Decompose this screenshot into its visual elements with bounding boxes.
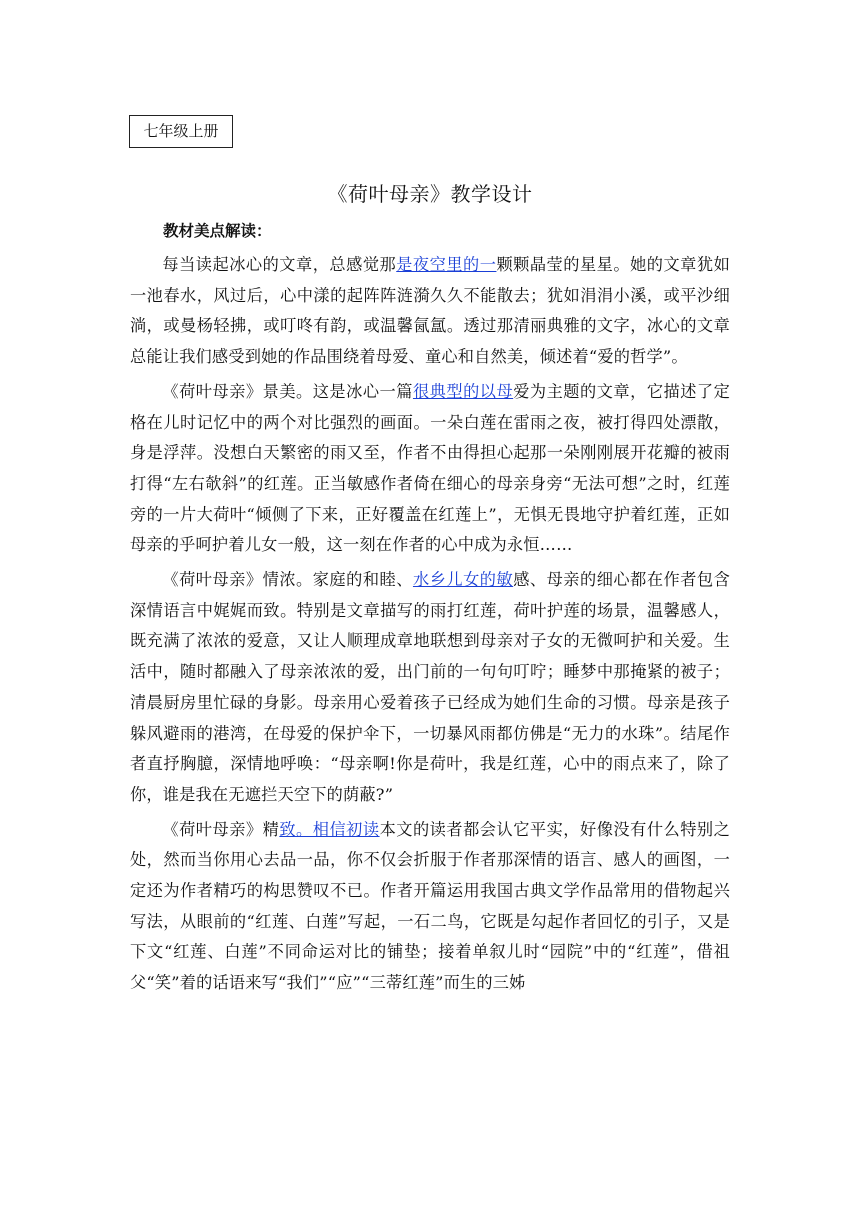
- paragraph-text: 《荷叶母亲》景美。这是冰心一篇: [162, 381, 413, 401]
- paragraph-text: 《荷叶母亲》精: [162, 819, 280, 839]
- hyperlink[interactable]: 是夜空里的一: [396, 255, 497, 274]
- hyperlink[interactable]: 很典型的以母: [412, 381, 514, 401]
- paragraph-text: 爱为主题的文章，它描述了定格在儿时记忆中的两个对比强烈的画面。一朵白莲在雷雨之夜，被打得四处漂散，身是浮萍。没想白天繁密的雨又至，作者不由得担心起那一朵刚刚展开花瓣的被雨打得“左右欹斜”的红莲。正当敏感作者倚在细心的母亲身旁“无法可想”之时，红莲旁的一片大荷叶“倾侧了下来，正好覆盖在红莲上”，无惧无畏地守护着红莲，正如母亲的乎呵护着儿女一般，这一刻在作者的心中成为永恒……: [130, 381, 731, 555]
- document-body: [130, 250, 730, 1003]
- document-title: 《荷叶母亲》教学设计: [327, 182, 533, 206]
- paragraph-text: 颗颗晶莹的星星。她的文章犹如一池春水，风过后，心中漾的起阵阵涟漪久久不能散去；犹如涓涓小溪，或平沙细淌，或曼杨轻拂，或叮咚有韵，或温馨氤氲。透过那清丽典雅的文字，冰心的文章总能让我们感受到她的作品围绕着母爱、童心和自然美，倾述着“爱的哲学”。: [130, 255, 730, 367]
- hyperlink[interactable]: 致。相信初读: [279, 819, 380, 839]
- paragraph-2: [130, 377, 730, 561]
- hyperlink[interactable]: 水乡儿女的敏: [412, 570, 514, 590]
- paragraph-1: [130, 250, 730, 373]
- paragraph-4: [130, 815, 730, 999]
- paragraph-text: 感、母亲的细心都在作者包含深情语言中娓娓而致。特别是文章描写的雨打红莲，荷叶护莲的场景，温馨感人，既充满了浓浓的爱意，又让人顺理成章地联想到母亲对子女的无微呵护和关爱。生活中，随时都融入了母亲浓浓的爱，出门前的一句句叮咛；睡梦中那掩紧的被子；清晨厨房里忙碌的身影。母亲用心爱着孩子已经成为她们生命的习惯。母亲是孩子躲风避雨的港湾，在母爱的保护伞下，一切暴风雨都仿佛是“无力的水珠”。结尾作者直抒胸臆，深情地呼唤：“母亲啊!你是荷叶，我是红莲，心中的雨点来了，除了你，谁是我在无遮拦天空下的荫蔽?”: [130, 570, 731, 804]
- section-heading: 教材美点解读：: [163, 222, 272, 240]
- paragraph-3: [130, 565, 730, 811]
- paragraph-text: 本文的读者都会认它平实，好像没有什么特别之处，然而当你用心去品一品，你不仅会折服于作者那深情的语言、感人的画图，一定还为作者精巧的构思赞叹不已。作者开篇运用我国古典文学作品常用的借物起兴写法，从眼前的“红莲、白莲”写起，一石二鸟，它既是勾起作者回忆的引子，又是下文“红莲、白莲”不同命运对比的铺垫；接着单叙儿时“园院”中的“红莲”，借祖父“笑”着的话语来写“我们”“应”“三蒂红莲”而生的三姊: [130, 819, 731, 993]
- grade-label-box: 七年级上册: [129, 115, 233, 148]
- paragraph-text: 《荷叶母亲》情浓。家庭的和睦、: [162, 570, 413, 590]
- paragraph-text: 每当读起冰心的文章，总感觉那: [162, 255, 397, 274]
